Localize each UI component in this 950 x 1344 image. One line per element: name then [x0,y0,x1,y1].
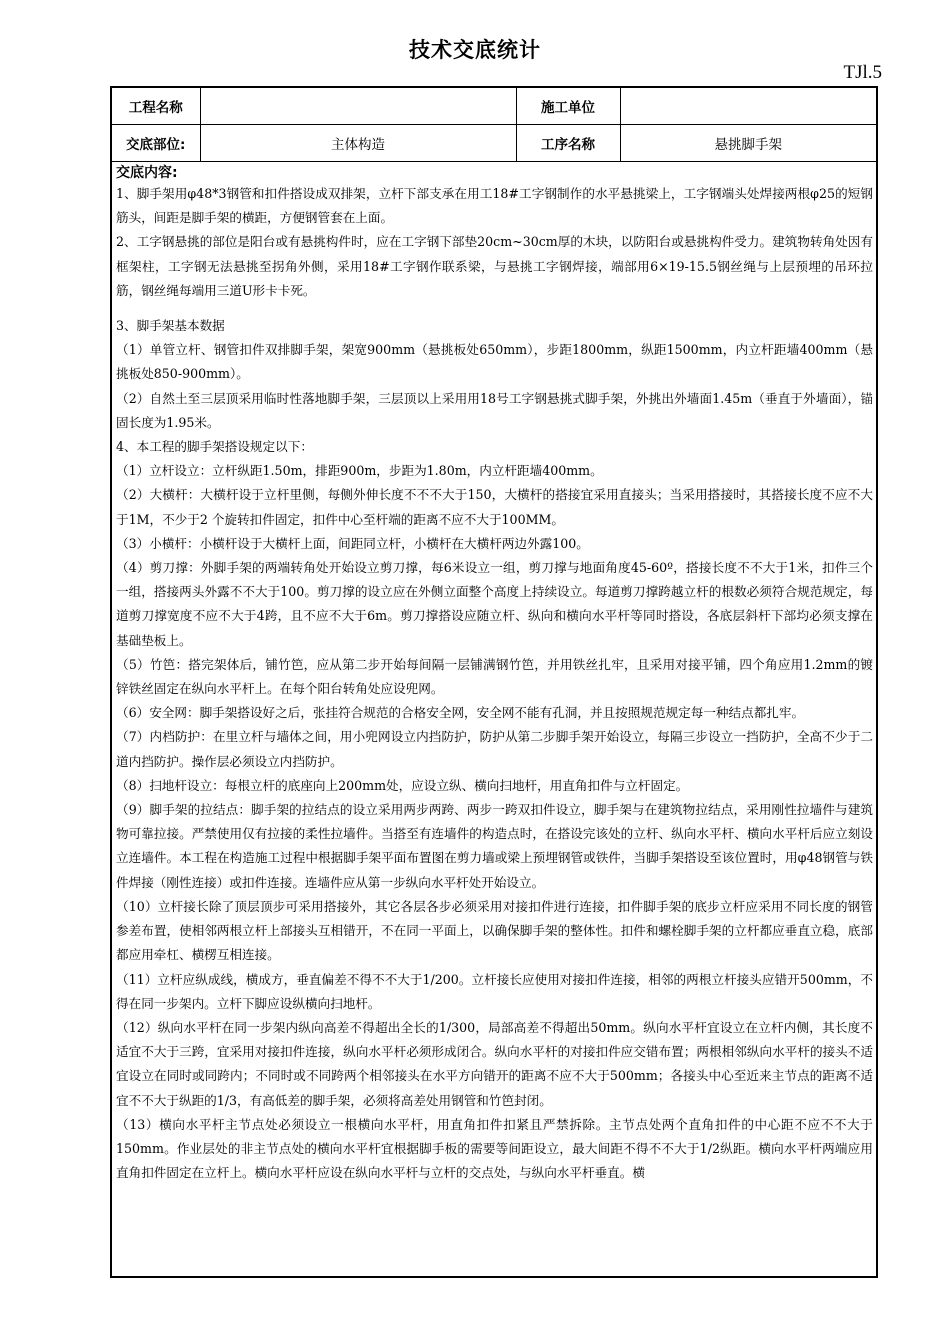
paragraph-19: （13）横向水平杆主节点处必须设立一根横向水平杆，用直角扣件扣紧且严禁拆除。主节点处两个直角扣件的中心距不应不不大于150mm。作业层处的非主节点处的横向水平杆宜根据脚手板的需要等间距设立，最大间距不得不不大于1/2纵距。横向水平杆两端应用直角扣件固定在立杆上。横向水平杆应设在纵向水平杆与立杆的交点处，与纵向水平杆垂直。横 [116,1116,873,1181]
paragraph-6: 4、本工程的脚手架搭设规定以下： [116,439,313,455]
paragraph-8: （2）大横杆：大横杆设于立杆里侧，每侧外伸长度不不不大于150，大横杆的搭接宜采用直接头；当采用搭接时，其搭接长度不应不大于1M，不少于2 个旋转扣件固定，扣件中心至杆端的距离不应不大于100MM。 [116,487,873,527]
paragraph-15: （9）脚手架的拉结点：脚手架的拉结点的设立采用两步两跨、两步一跨双扣件设立，脚手架与在建筑物拉结点，采用刚性拉墙件与建筑物可靠拉接。严禁使用仅有拉接的柔性拉墙件。当搭至有连墙件的构造点时，在搭设完该处的立杆、纵向水平杆、横向水平杆后应立刻设立连墙件。本工程在构造施工过程中根据脚手架平面布置图在剪力墙或梁上预埋钢管或铁件，当脚手架搭设至该位置时，用φ48钢管与铁件焊接（刚性连接）或扣件连接。连墙件应从第一步纵向水平杆处开始设立。 [116,802,873,890]
paragraph-17: （11）立杆应纵成线，横成方，垂直偏差不得不不大于1/200。立杆接长应使用对接扣件连接，相邻的两根立杆接头应错开500mm，不得在同一步架内。立杆下脚应设纵横向扫地杆。 [116,971,873,1011]
paragraph-2: 2、工字钢悬挑的部位是阳台或有悬挑构件时，应在工字钢下部垫20cm~30cm厚的木块，以防阳台或悬挑构件受力。建筑物转角处因有框架柱，工字钢无法悬挑至拐角外侧，采用18#工字钢作联系梁，与悬挑工字钢焊接，端部用6×19-15.5钢丝绳与上层预埋的吊环拉筋，钢丝绳每端用三道U形卡卡死。 [116,234,873,298]
project-name-field[interactable] [200,88,516,125]
page-title: 技术交底统计 [409,38,541,62]
paragraph-3: 3、脚手架基本数据 [116,318,225,334]
paragraph-13: （7）内档防护：在里立杆与墙体之间，用小兜网设立内挡防护，防护从第二步脚手架开始设立，每隔三步设立一挡防护，全高不少于二道内挡防护。操作层必须设立内挡防护。 [116,729,873,769]
header-row-1 [112,88,876,125]
disclosure-form [110,86,878,1278]
paragraph-5: （2）自然土至三层顶采用临时性落地脚手架，三层顶以上采用用18号工字钢悬挑式脚手架，外挑出外墙面1.45m（垂直于外墙面），锚固长度为1.95米。 [116,390,873,430]
project-name-label: 工程名称 [112,88,200,125]
paragraph-14: （8）扫地杆设立：每根立杆的底座向上200mm处，应设立纵、横向扫地杆，用直角扣件与立杆固定。 [116,777,689,793]
part-field[interactable]: 主体构造 [200,125,516,162]
header-table [112,88,876,162]
construction-unit-field[interactable] [620,88,876,125]
paragraph-7: （1）立杆设立：立杆纵距1.50m，排距900m，步距为1.80m，内立杆距墙400mm。 [116,463,603,479]
paragraph-4: （1）单管立杆、钢管扣件双排脚手架，架宽900mm（悬挑板处650mm），步距1800mm，纵距1500mm，内立杆距墙400mm（悬挑板处850-900mm）。 [116,342,873,382]
paragraph-12: （6）安全网：脚手架搭设好之后，张挂符合规范的合格安全网，安全网不能有孔洞，并且按照规范规定每一种结点都扎牢。 [116,705,805,721]
paragraph-1: 1、脚手架用φ48*3钢管和扣件搭设成双排架，立杆下部支承在用工18#工字钢制作的水平悬挑梁上，工字钢端头处焊接两根φ25的短钢筋头，间距是脚手架的横距，方便钢管套在上面。 [116,186,873,226]
disclosure-content [112,162,876,1185]
header-row-2 [112,125,876,162]
paragraph-18: （12）纵向水平杆在同一步架内纵向高差不得超出全长的1/300，局部高差不得超出50mm。纵向水平杆宜设立在立杆内侧，其长度不适宜不大于三跨，宜采用对接扣件连接，纵向水平杆必须形成闭合。纵向水平杆的对接扣件应交错布置；两根相邻纵向水平杆的接头不适宜设立在同时或同跨内；不同时或不同跨两个相邻接头在水平方向错开的距离不应不大于500mm；各接头中心至近来主节点的距离不适宜不不大于纵距的1/3，有高低差的脚手架，必须将高差处用钢管和竹笆封闭。 [116,1019,873,1108]
document-code: TJl.5 [843,62,882,83]
process-label: 工序名称 [516,125,620,162]
paragraph-11: （5）竹笆：搭完架体后，铺竹笆，应从第二步开始每间隔一层铺满钢竹笆，并用铁丝扎牢，且采用对接平铺，四个角应用1.2mm的镀锌铁丝固定在纵向水平杆上。在每个阳台转角处应设兜网。 [116,656,873,697]
paragraph-10: （4）剪刀撑：外脚手架的两端转角处开始设立剪刀撑，每6米设立一组，剪刀撑与地面角度45-60º，搭接长度不不大于1米，扣件三个一组，搭接两头外露不不大于100。剪刀撑的设立应在外侧立面整个高度上持续设立。每道剪刀撑跨越立杆的根数必须符合规范规定，每道剪刀撑宽度不应不大于4跨，且不应不大于6m。剪刀撑搭设应随立杆、纵向和横向水平杆等同时搭设，各底层斜杆下部均必须支撑在基础垫板上。 [116,560,873,648]
content-heading: 交底内容: [116,165,178,181]
paragraph-9: （3）小横杆：小横杆设于大横杆上面，间距同立杆，小横杆在大横杆两边外露100。 [116,535,589,551]
part-label: 交底部位: [112,125,200,162]
construction-unit-label: 施工单位 [516,88,620,125]
paragraph-16: （10）立杆接长除了顶层顶步可采用搭接外，其它各层各步必须采用对接扣件进行连接，扣件脚手架的底步立杆应采用不同长度的钢管参差布置，使相邻两根立杆上部接头互相错开，不在同一平面上，以确保脚手架的整体性。扣件和螺栓脚手架的立杆都应垂直立稳，底部都应用牵杠、横楞互相连接。 [116,898,873,963]
process-field[interactable]: 悬挑脚手架 [620,125,876,162]
